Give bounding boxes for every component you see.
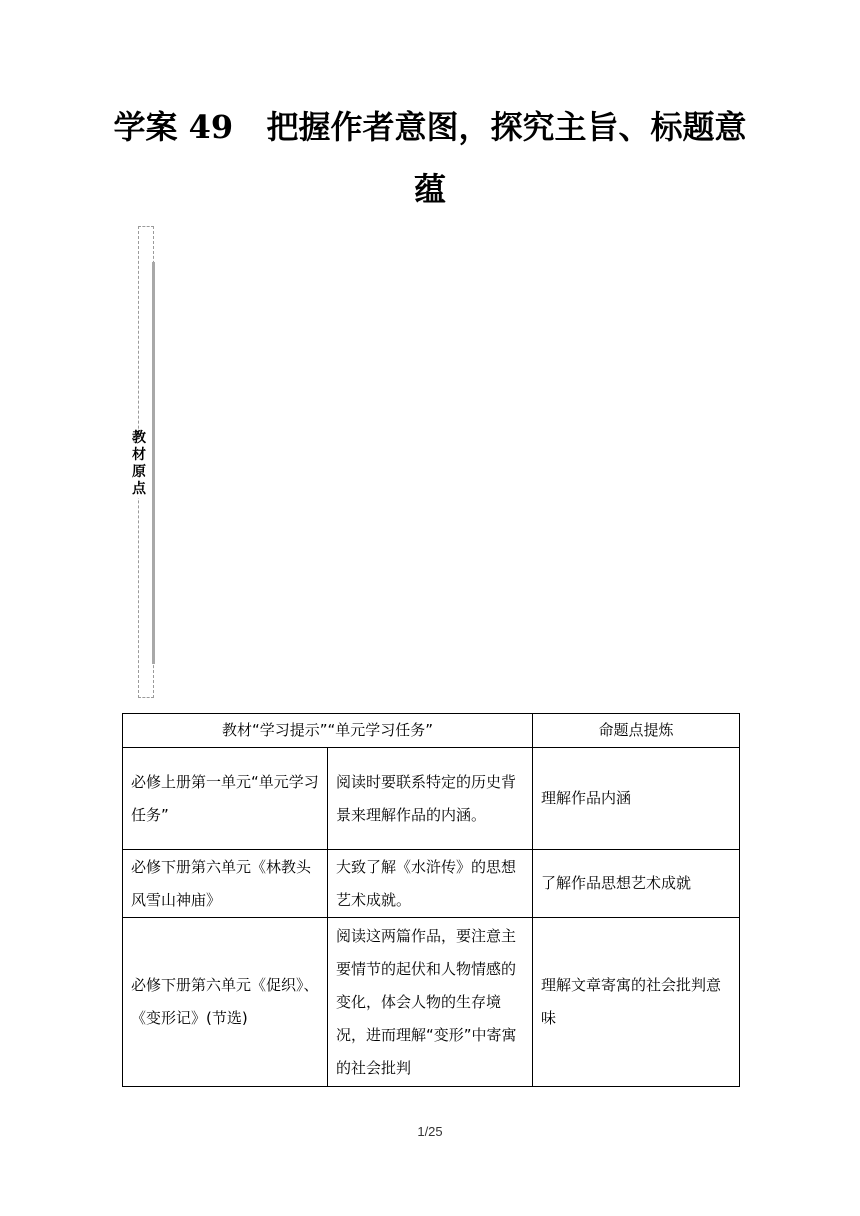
cell-source: 必修上册第一单元“单元学习任务”	[123, 748, 328, 850]
cell-tip: 阅读这两篇作品，要注意主要情节的起伏和人物情感的变化，体会人物的生存境况，进而理解“变形”中寄寓的社会批判	[328, 918, 533, 1087]
side-label-char: 原	[132, 464, 146, 480]
textbook-table	[122, 713, 740, 1087]
table-row	[123, 748, 740, 850]
side-label-char: 教	[132, 430, 146, 446]
table-row	[123, 850, 740, 918]
cell-point: 理解文章寄寓的社会批判意味	[533, 918, 740, 1087]
table-header-row	[123, 714, 740, 748]
header-point: 命题点提炼	[533, 714, 740, 748]
header-textbook: 教材“学习提示”“单元学习任务”	[123, 714, 533, 748]
cell-source: 必修下册第六单元《林教头风雪山神庙》	[123, 850, 328, 918]
title-prefix: 学案	[113, 108, 178, 146]
cell-source: 必修下册第六单元《促织》、《变形记》(节选)	[123, 918, 328, 1087]
title-line-2: 蕴	[413, 170, 446, 208]
title-line-1	[0, 96, 860, 158]
side-label-char: 点	[132, 481, 146, 497]
page-number: 1/25	[417, 1124, 443, 1139]
document-title	[0, 96, 860, 220]
cell-tip: 大致了解《水浒传》的思想艺术成就。	[328, 850, 533, 918]
side-label	[128, 430, 150, 498]
table-row	[123, 918, 740, 1087]
cell-point: 理解作品内涵	[533, 748, 740, 850]
side-label-char: 材	[132, 447, 146, 463]
title-number: 49	[188, 108, 234, 146]
cell-point: 了解作品思想艺术成就	[533, 850, 740, 918]
title-text: 把握作者意图，探究主旨、标题意	[266, 108, 747, 146]
side-rule	[152, 262, 155, 664]
cell-tip: 阅读时要联系特定的历史背景来理解作品的内涵。	[328, 748, 533, 850]
